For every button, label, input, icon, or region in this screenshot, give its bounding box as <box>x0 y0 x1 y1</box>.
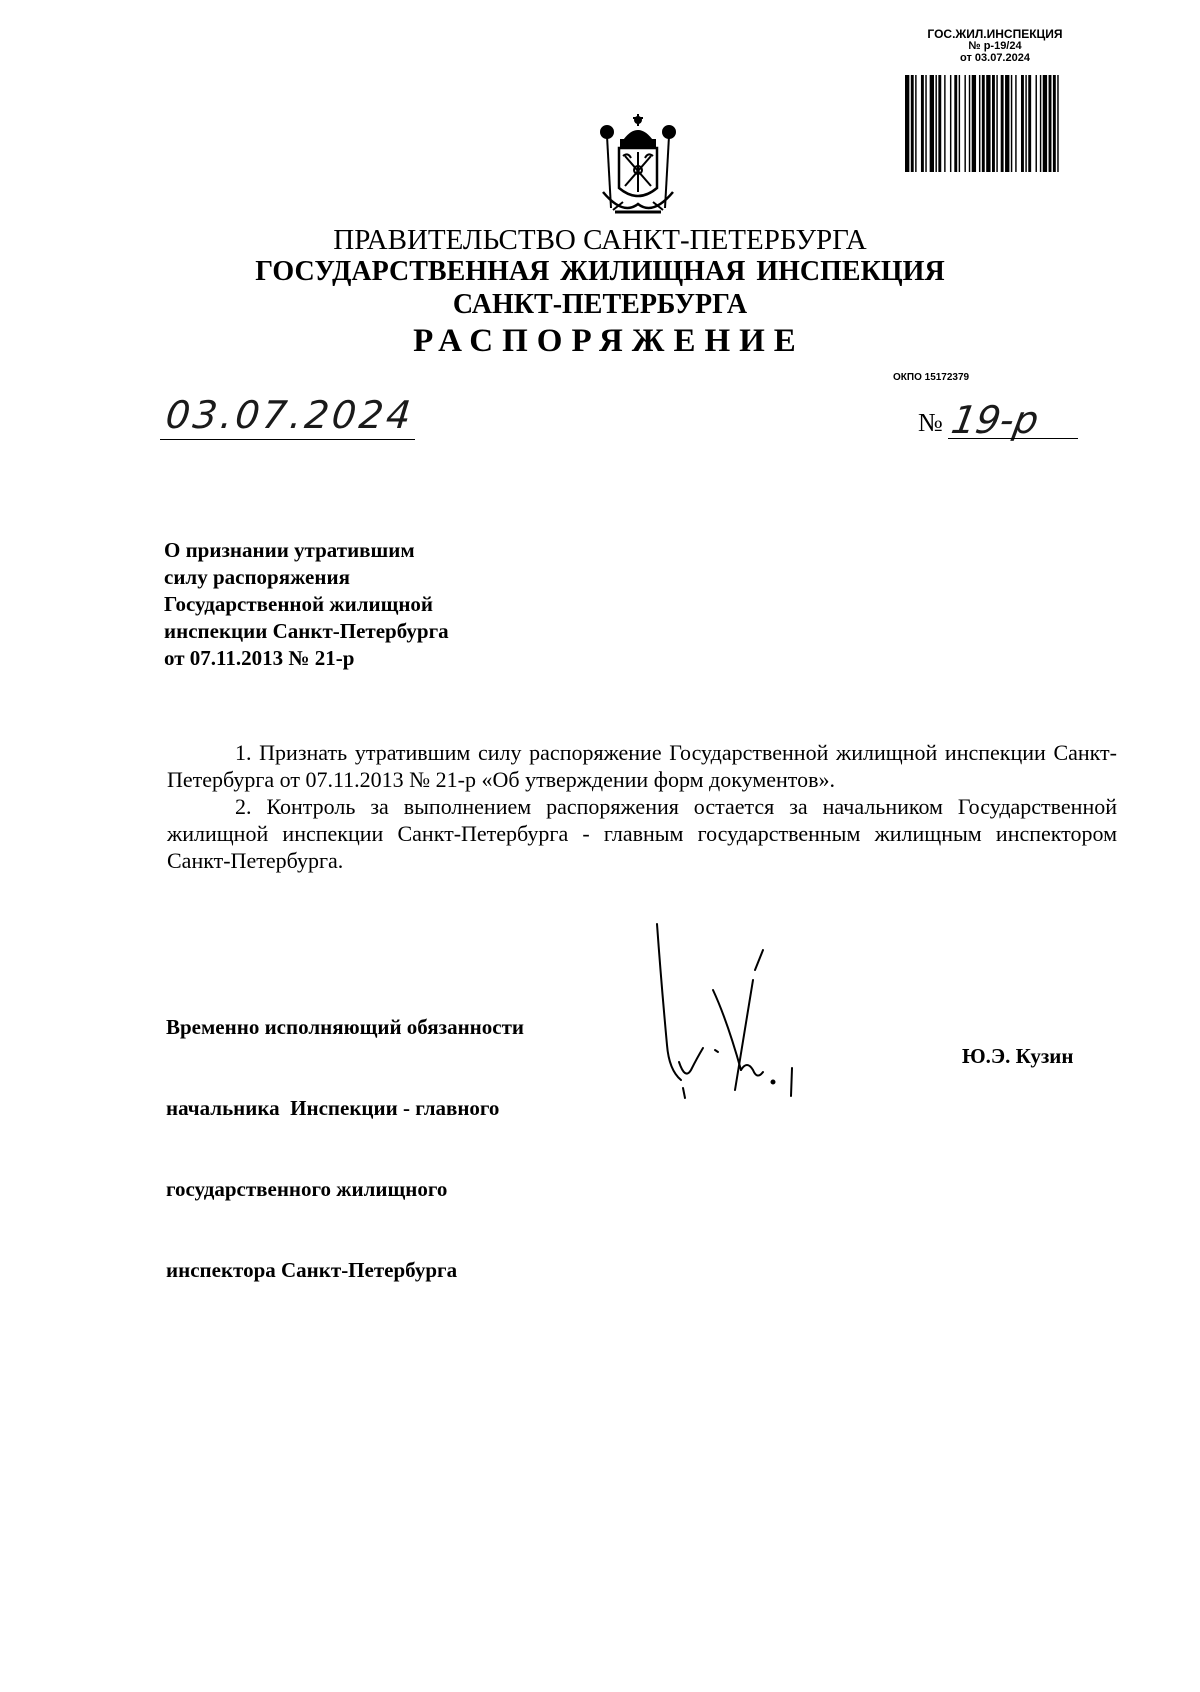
subject-line: инспекции Санкт-Петербурга <box>164 619 449 643</box>
inspection-title: ГОСУДАРСТВЕННАЯ ЖИЛИЩНАЯ ИНСПЕКЦИЯ <box>255 256 945 287</box>
government-title: ПРАВИТЕЛЬСТВО САНКТ-ПЕТЕРБУРГА <box>333 224 867 256</box>
position-line: государственного жилищного <box>166 1177 448 1201</box>
handwritten-date: 03.07.2024 <box>163 393 416 437</box>
handwritten-number: 19-р <box>948 398 1043 442</box>
document-subject <box>164 537 564 672</box>
body-paragraph: 1. Признать утратившим силу распоряжение Государственной жилищной инспекции Санкт-Петербурга от 07.11.2013 № 21-р «Об утверждении форм документов». <box>167 740 1117 792</box>
position-line: Временно исполняющий обязанности <box>166 1015 525 1039</box>
subject-line: О признании утратившим <box>164 538 415 562</box>
signatory-name: Ю.Э. Кузин <box>962 1044 1074 1068</box>
document-body <box>167 739 1117 874</box>
position-line: начальника Инспекции - главного <box>166 1096 500 1120</box>
registration-date: от 03.07.2024 <box>960 52 1030 64</box>
date-underline <box>160 439 415 440</box>
subject-line: силу распоряжения <box>164 565 350 589</box>
document-type-heading: РАСПОРЯЖЕНИЕ <box>413 323 805 359</box>
registration-organization: ГОС.ЖИЛ.ИНСПЕКЦИЯ <box>927 27 1063 41</box>
signatory-position <box>166 960 626 1311</box>
number-sign: № <box>918 408 943 437</box>
registration-stamp <box>885 28 1105 64</box>
coat-of-arms-emblem <box>593 112 683 217</box>
body-paragraph: 2. Контроль за выполнением распоряжения остается за начальником Государственной жилищной инспекции Санкт-Петербурга - главным государственным жилищным инспектором Санкт-Петербурга. <box>167 794 1117 873</box>
handwritten-signature <box>655 920 825 1110</box>
position-line: инспектора Санкт-Петербурга <box>166 1258 458 1282</box>
registration-number: № р-19/24 <box>968 40 1022 52</box>
okpo-code: ОКПО 15172379 <box>893 372 970 383</box>
inspection-city: САНКТ-ПЕТЕРБУРГА <box>452 289 748 320</box>
barcode-image <box>905 75 1105 172</box>
number-underline <box>948 438 1078 439</box>
subject-line: от 07.11.2013 № 21-р <box>164 646 355 670</box>
subject-line: Государственной жилищной <box>164 592 434 616</box>
